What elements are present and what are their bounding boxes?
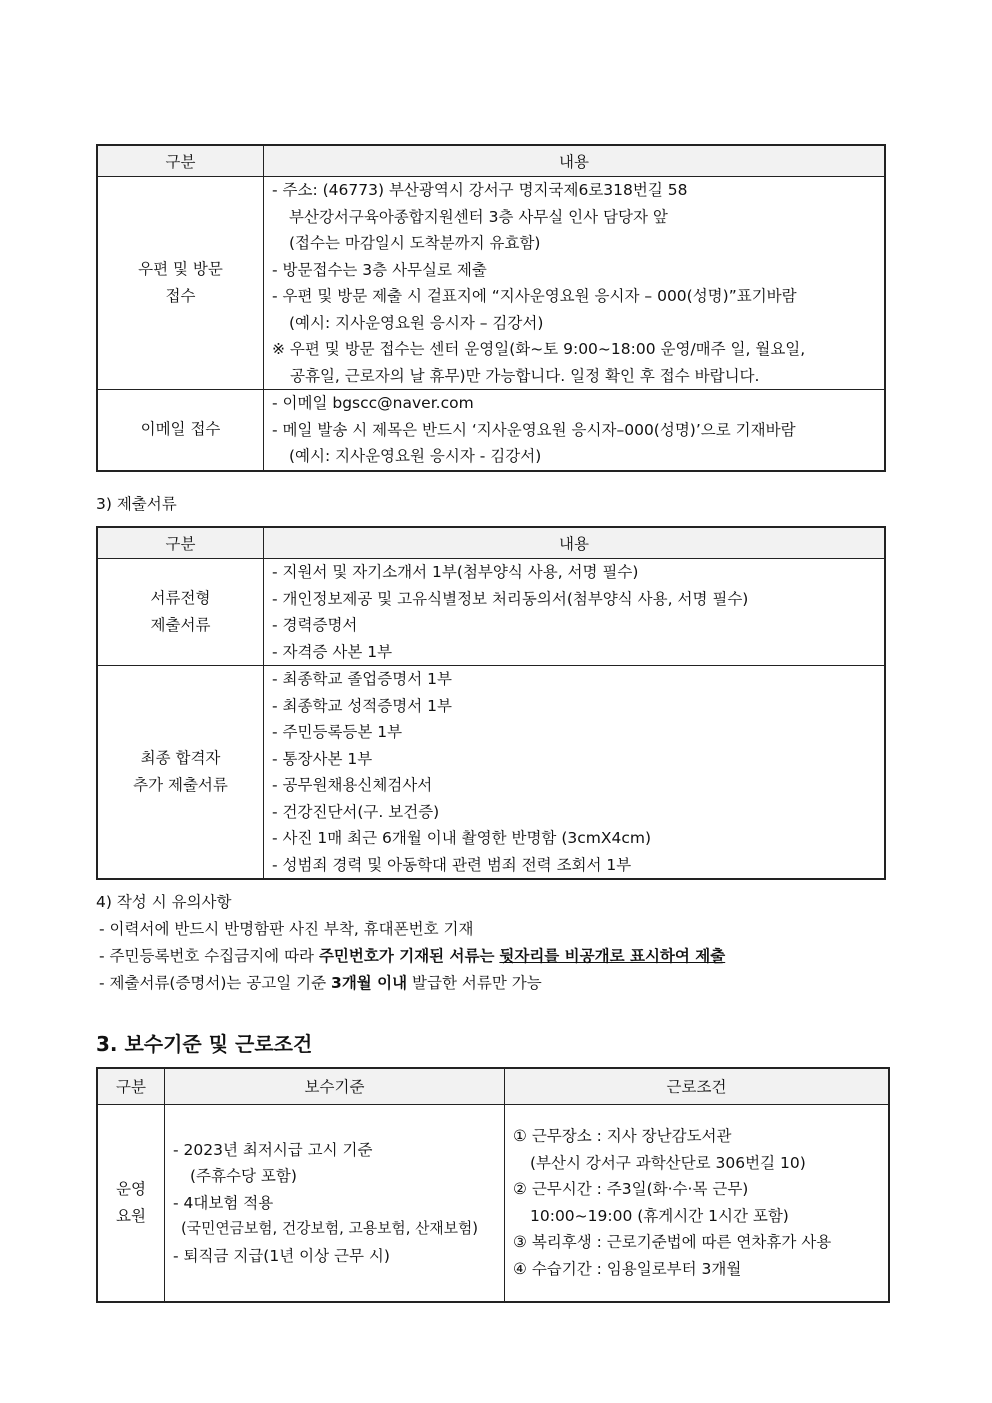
header-category: 구분: [97, 1068, 165, 1104]
note-line-3: - 제출서류(증명서)는 공고일 기준 3개월 이내 발급한 서류만 가능: [99, 974, 542, 992]
submission-method-table: [96, 144, 886, 472]
header-content: 내용: [264, 145, 886, 177]
header-content: 내용: [264, 527, 886, 559]
content-email: - 이메일 bgscc@naver.com - 메일 발송 시 제목은 반드시 ‘지사운영요원 응시자–000(성명)’으로 기재바람 (예시: 지사운영요원 응시자 - 김강서): [264, 390, 886, 471]
heading-pay-conditions: 3. 보수기준 및 근로조건: [96, 1032, 313, 1056]
category-post-visit: 우편 및 방문 접수: [97, 177, 264, 390]
header-category: 구분: [97, 527, 264, 559]
content-document-screening: - 지원서 및 자기소개서 1부(첨부양식 사용, 서명 필수) - 개인정보제공 및 고유식별정보 처리동의서(첨부양식 사용, 서명 필수) - 경력증명서 - 자격증 사본 1부: [264, 559, 886, 666]
category-document-screening: 서류전형 제출서류: [97, 559, 264, 666]
pay-conditions-table: [96, 1067, 890, 1303]
section-title-documents: 3) 제출서류: [96, 495, 177, 513]
header-pay: 보수기준: [165, 1068, 505, 1104]
content-post-visit: - 주소: (46773) 부산광역시 강서구 명지국제6로318번길 58 부산강서구육아종합지원센터 3층 사무실 인사 담당자 앞 (접수는 마감일시 도착분까지 유효함) - 방문접수는 3층 사무실로 제출 - 우편 및 방문 제출 시 겉표지에 “지사운영요원 응시자 – 000(성명)”표기바람 (예시: 지사운영요원 응시자 – 김강서) ※ 우편 및 방문 접수는 센터 운영일(화~토 9:00~18:00 운영/매주 일, 월요일, 공휴일, 근로자의 날 휴무)만 가능합니다. 일정 확인 후 접수 바랍니다.: [264, 177, 886, 390]
note-line-2: - 주민등록번호 수집금지에 따라 주민번호가 기재된 서류는 뒷자리를 비공개로 표시하여 제출: [99, 947, 726, 965]
category-email: 이메일 접수: [97, 390, 264, 471]
notice-text: ※ 우편 및 방문 접수는 센터 운영일(화~토 9:00~18:00 운영/매주 일, 월요일,: [272, 340, 806, 358]
category-final-applicant: 최종 합격자 추가 제출서류: [97, 666, 264, 880]
note-line-1: - 이력서에 반드시 반명함판 사진 부착, 휴대폰번호 기재: [99, 920, 474, 938]
pay-standard: - 2023년 최저시급 고시 기준 (주휴수당 포함) - 4대보험 적용 (국민연금보험, 건강보험, 고용보험, 산재보험) - 퇴직금 지급(1년 이상 근무 시): [165, 1104, 505, 1302]
category-staff: 운영 요원: [97, 1104, 165, 1302]
documents-table: [96, 526, 886, 880]
section-title-notes: 4) 작성 시 유의사항: [96, 893, 232, 911]
header-category: 구분: [97, 145, 264, 177]
notice-text-cont: 공휴일, 근로자의 날 휴무)만 가능합니다. 일정 확인 후 접수 바랍니다.: [290, 366, 760, 385]
header-conditions: 근로조건: [505, 1068, 890, 1104]
work-conditions: ① 근무장소 : 지사 장난감도서관 (부산시 강서구 과학산단로 306번길 10) ② 근무시간 : 주3일(화·수·목 근무) 10:00~19:00 (휴게시간 1시간 포함) ③ 복리후생 : 근로기준법에 따른 연차휴가 사용 ④ 수습기간 : 임용일로부터 3개월: [505, 1104, 890, 1302]
content-final-applicant: - 최종학교 졸업증명서 1부 - 최종학교 성적증명서 1부 - 주민등록등본 1부 - 통장사본 1부 - 공무원채용신체검사서 - 건강진단서(구. 보건증) - 사진 1매 최근 6개월 이내 촬영한 반명함 (3cmX4cm) - 성범죄 경력 및 아동학대 관련 범죄 전력 조회서 1부: [264, 666, 886, 880]
